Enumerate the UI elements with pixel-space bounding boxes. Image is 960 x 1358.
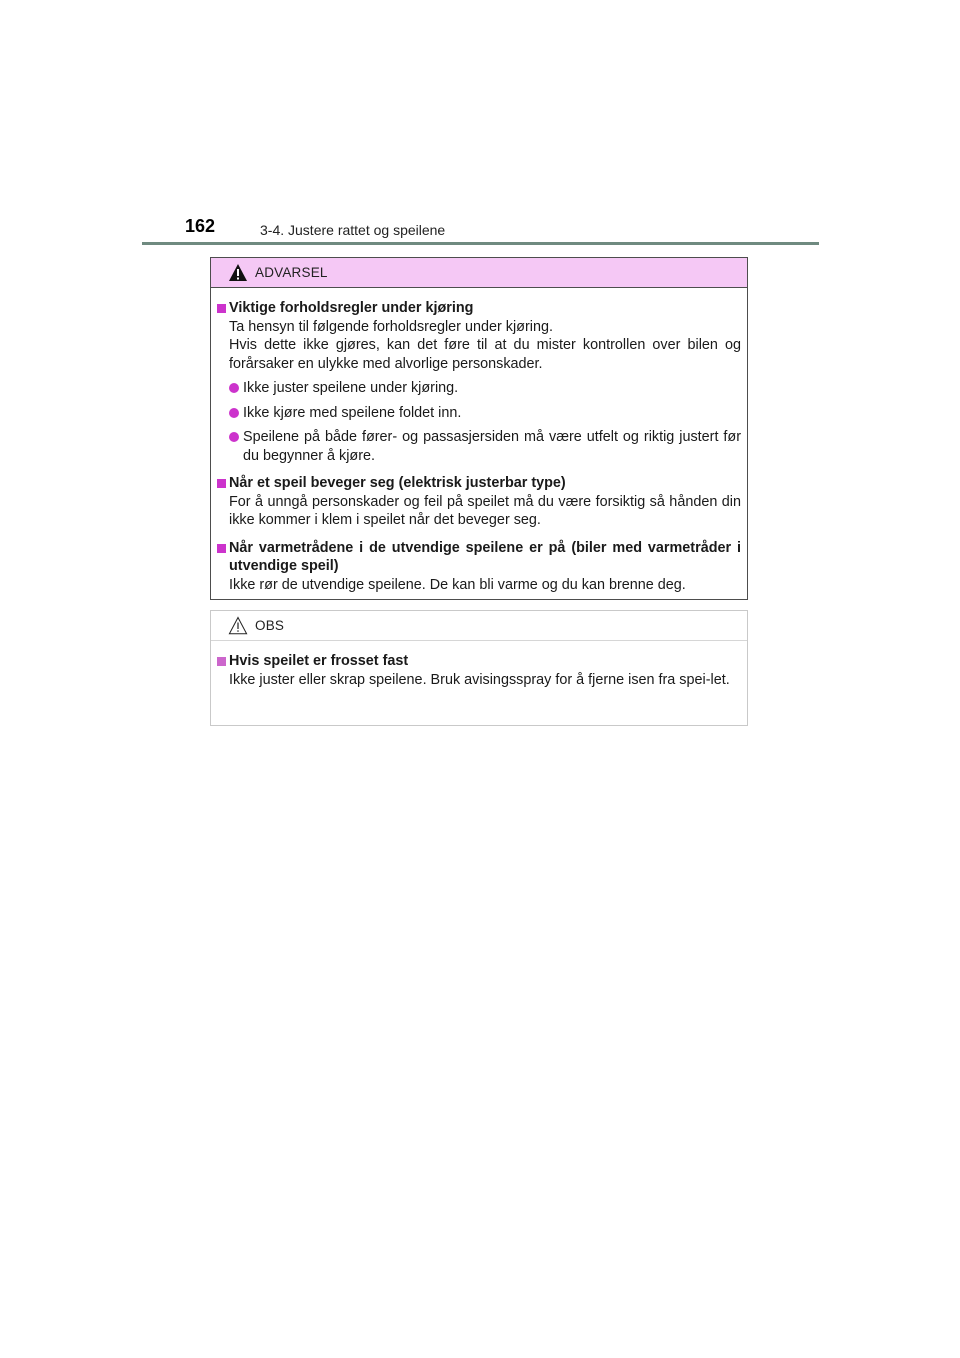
round-bullet-icon [229, 383, 239, 393]
section-title: 3-4. Justere rattet og speilene [260, 222, 446, 238]
warning-item-text: Ta hensyn til følgende forholdsregler under kjøring. [229, 318, 553, 335]
warning-item-text: Ikke rør de utvendige speilene. De kan bli varme og du kan brenne deg. [229, 576, 686, 593]
square-bullet-icon [217, 304, 226, 313]
notice-body [211, 641, 747, 689]
warning-item [217, 474, 741, 530]
warning-bullet: Ikke juster speilene under kjøring. [217, 379, 741, 398]
notice-item-text: Ikke juster eller skrap speilene. Bruk avisingsspray for å fjerne isen fra spei-let. [229, 671, 730, 688]
warning-item [217, 539, 741, 595]
square-bullet-icon [217, 544, 226, 553]
notice-label: OBS [255, 618, 285, 633]
warning-item-text: For å unngå personskader og feil på speilet må du være forsiktig så hånden din ikke kommer i klem i speilet når det beveger seg. [229, 493, 741, 528]
warning-label: ADVARSEL [255, 265, 328, 280]
warning-item [217, 299, 741, 465]
round-bullet-icon [229, 408, 239, 418]
page-number: 162 [185, 216, 216, 236]
notice-box [210, 610, 748, 726]
warning-body [211, 288, 747, 594]
warning-item-title: Viktige forholdsregler under kjøring [217, 299, 741, 318]
round-bullet-icon [229, 432, 239, 442]
notice-item [217, 652, 741, 689]
warning-bullet: Speilene på både fører- og passasjersiden må være utfelt og riktig justert før du begynner å kjøre. [217, 428, 741, 465]
warning-item-text: Hvis dette ikke gjøres, kan det føre til at du mister kontrollen over bilen og forårsaker en ulykke med alvorlige personskader. [229, 337, 741, 372]
warning-bullet: Ikke kjøre med speilene foldet inn. [217, 404, 741, 423]
warning-item-title: Når et speil beveger seg (elektrisk justerbar type) [217, 474, 741, 493]
warning-triangle-outline-icon [228, 616, 248, 635]
header-rule [142, 242, 819, 245]
square-bullet-icon [217, 657, 226, 666]
notice-header [211, 611, 747, 641]
warning-item-title: Når varmetrådene i de utvendige speilene er på (biler med varmetråder i utvendige speil) [217, 539, 741, 576]
square-bullet-icon [217, 479, 226, 488]
warning-box [210, 257, 748, 600]
notice-item-title: Hvis speilet er frosset fast [217, 652, 741, 671]
warning-header [211, 258, 747, 288]
warning-triangle-filled-icon [228, 263, 248, 282]
